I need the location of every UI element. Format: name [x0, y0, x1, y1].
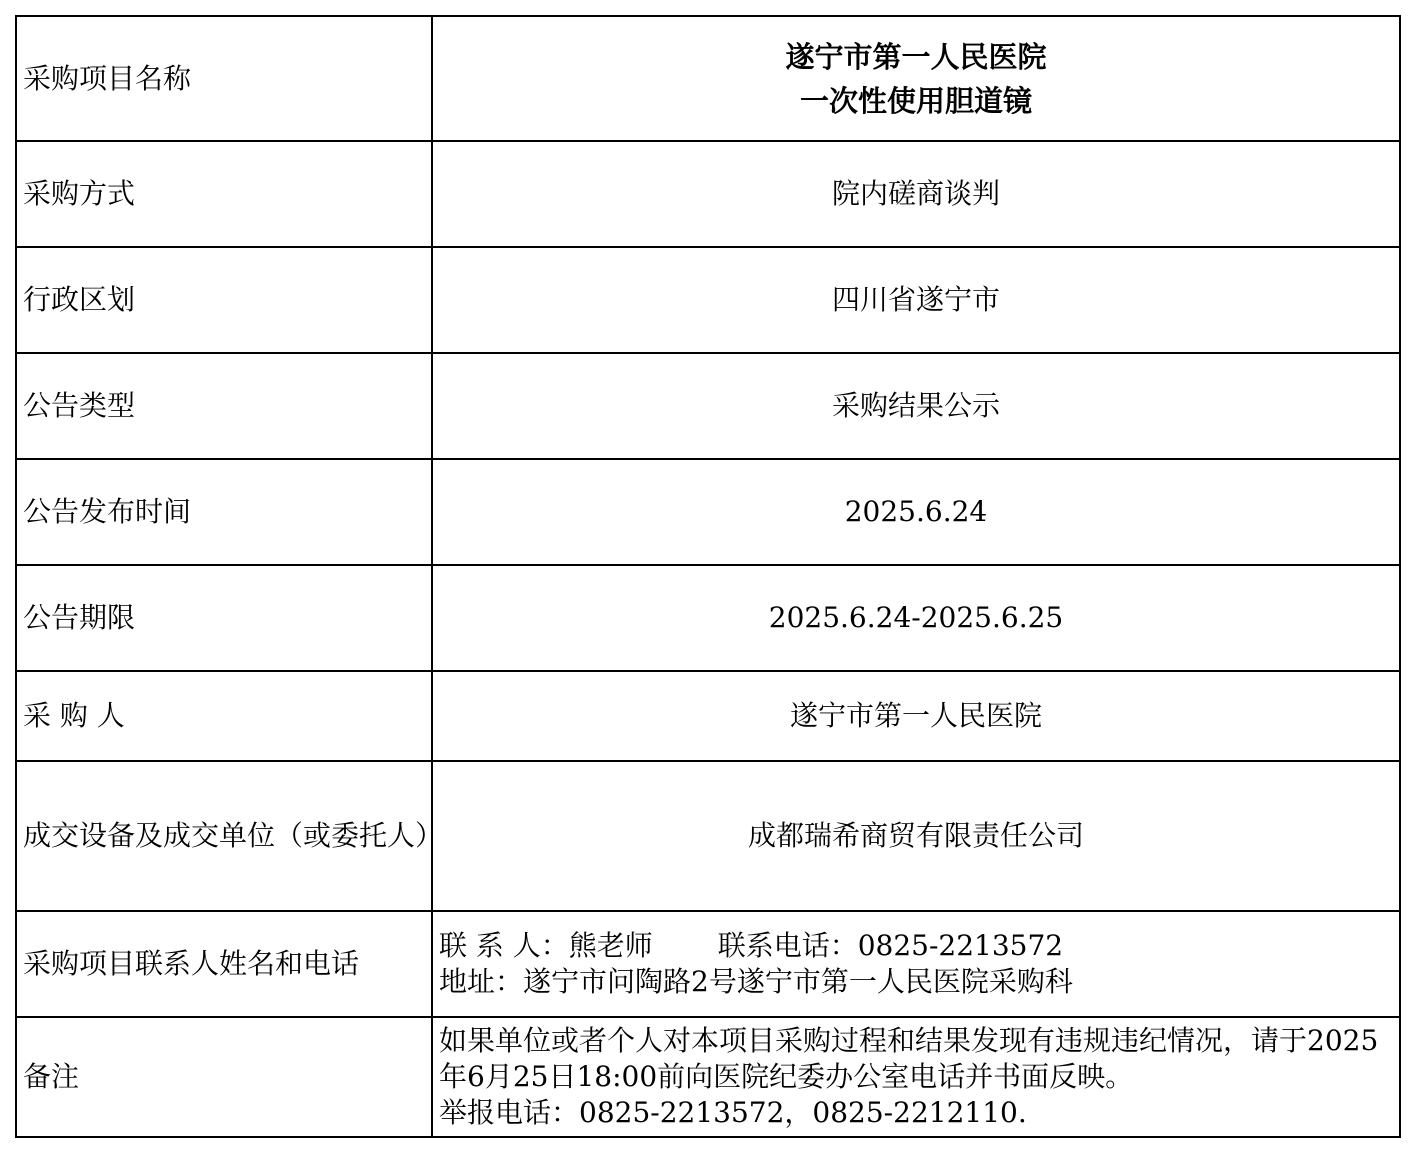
row-label: 采购项目名称: [16, 16, 432, 141]
table-row: [16, 911, 1400, 1017]
procurement-notice-table: [15, 15, 1401, 1138]
row-label: 采购方式: [16, 141, 432, 247]
row-value: [432, 911, 1400, 1017]
table-row: [16, 141, 1400, 247]
row-label: 公告发布时间: [16, 459, 432, 565]
row-value: [432, 1017, 1400, 1137]
table-row: [16, 1017, 1400, 1137]
row-value: 院内磋商谈判: [432, 141, 1400, 247]
row-label: 成交设备及成交单位（或委托人）: [16, 761, 432, 911]
row-label: 公告类型: [16, 353, 432, 459]
project-hospital-name: 遂宁市第一人民医院: [785, 39, 1047, 74]
table-row: [16, 565, 1400, 671]
address-line: 地址：遂宁市问陶路2号遂宁市第一人民医院采购科: [439, 965, 1073, 998]
row-value: 2025.6.24-2025.6.25: [432, 565, 1400, 671]
table-row: [16, 459, 1400, 565]
remark-text: 如果单位或者个人对本项目采购过程和结果发现有违规违纪情况，请于2025年6月25日18:00前向医院纪委办公室电话并书面反映。: [439, 1024, 1379, 1093]
row-value: 成都瑞希商贸有限责任公司: [432, 761, 1400, 911]
report-phone-line: 举报电话：0825-2213572，0825-2212110.: [439, 1096, 1027, 1129]
table-row: [16, 761, 1400, 911]
row-label: 采购项目联系人姓名和电话: [16, 911, 432, 1017]
row-label: 行政区划: [16, 247, 432, 353]
table-row: [16, 353, 1400, 459]
row-label: 备注: [16, 1017, 432, 1137]
row-value: 遂宁市第一人民医院: [432, 671, 1400, 761]
row-value: 四川省遂宁市: [432, 247, 1400, 353]
row-value: [432, 16, 1400, 141]
table-row: [16, 671, 1400, 761]
row-value: 2025.6.24: [432, 459, 1400, 565]
project-item-name: 一次性使用胆道镜: [799, 83, 1032, 118]
row-label: 采 购 人: [16, 671, 432, 761]
row-value: 采购结果公示: [432, 353, 1400, 459]
table-row: [16, 247, 1400, 353]
table-row: [16, 16, 1400, 141]
row-label: 公告期限: [16, 565, 432, 671]
contact-line: 联 系 人：熊老师 联系电话：0825-2213572: [439, 929, 1064, 962]
